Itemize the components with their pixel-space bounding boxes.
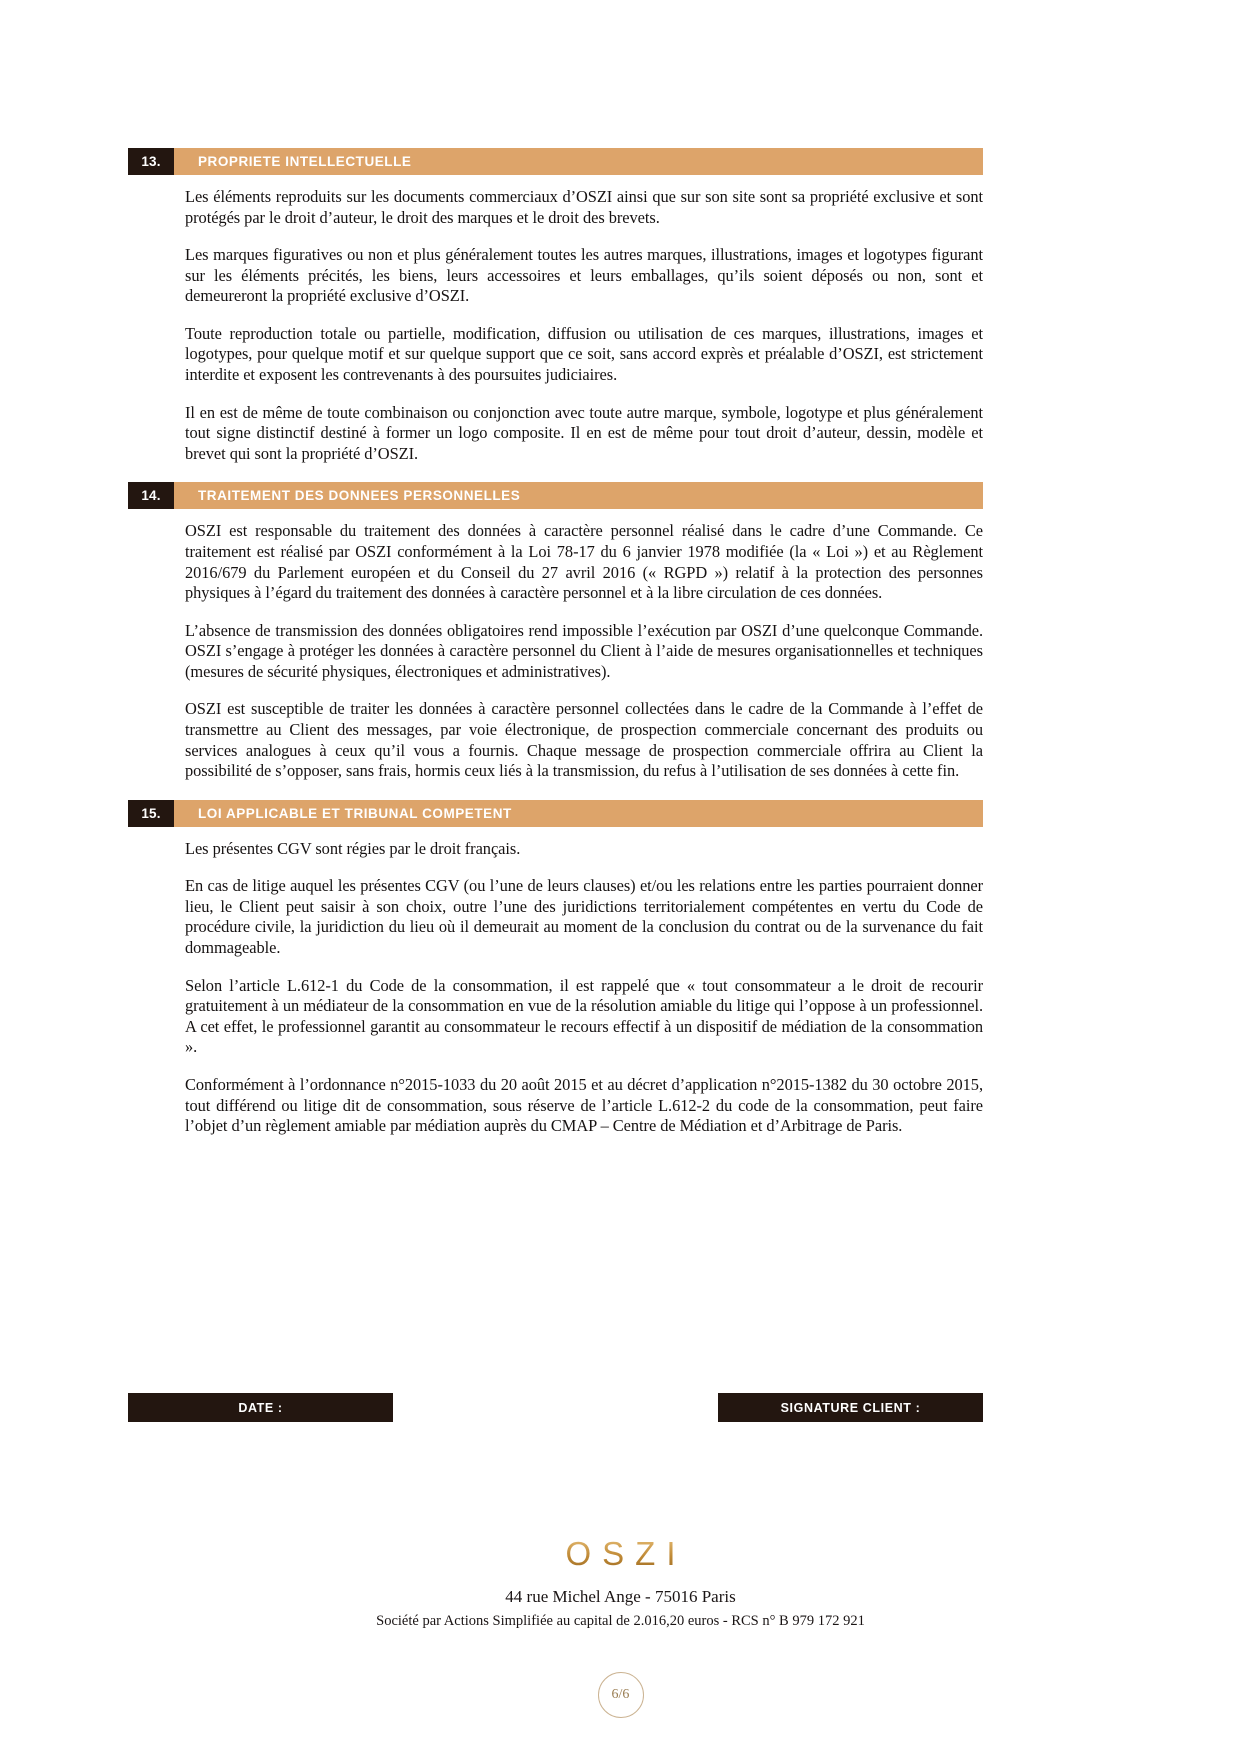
section-14-header xyxy=(128,482,983,509)
spacer xyxy=(128,782,983,800)
section-13 xyxy=(128,148,983,464)
section-14 xyxy=(128,482,983,781)
paragraph: Les présentes CGV sont régies par le droit français. xyxy=(185,838,521,858)
paragraph: Les marques figuratives ou non et plus généralement toutes les autres marques, illustrations, images et logotypes figurant sur les éléments précités, les biens, leurs accessoires et leurs emballages, qu’ils soient déposés ou non, sont et demeureront la propriété exclusive d’OSZI. xyxy=(185,245,983,306)
section-15-number: 15. xyxy=(128,800,174,827)
section-13-body xyxy=(128,175,983,464)
oszi-logo: OSZI xyxy=(0,1535,1241,1573)
footer-address: 44 rue Michel Ange - 75016 Paris xyxy=(505,1587,736,1606)
paragraph: OSZI est susceptible de traiter les données à caractère personnel collectées dans le cadre de la Commande à l’effet de transmettre au Client des messages, par voie électronique, de prospection commerciale concernant des produits ou services analogues à ceux qu’il vous a fournis. Chaque message de prospection commerciale offrira au Client la possibilité de s’opposer, sans frais, hormis ceux liés à la transmission, du refus à l’utilisation de ses données à cette fin. xyxy=(185,699,983,781)
section-14-number: 14. xyxy=(128,482,174,509)
section-13-header xyxy=(128,148,983,175)
paragraph: L’absence de transmission des données obligatoires rend impossible l’exécution par OSZI d’une quelconque Commande. OSZI s’engage à protéger les données à caractère personnel du Client à l’aide de mesures organisationnelles et techniques (mesures de sécurité physiques, électroniques et administratives). xyxy=(185,620,983,681)
section-13-title: PROPRIETE INTELLECTUELLE xyxy=(174,148,983,175)
signature-row xyxy=(128,1393,983,1422)
document-content xyxy=(128,148,983,1137)
paragraph: Les éléments reproduits sur les documents commerciaux d’OSZI ainsi que sur son site sont sa propriété exclusive et sont protégés par le droit d’auteur, le droit des marques et le droit des brevets. xyxy=(185,187,983,227)
client-signature-field-label[interactable]: SIGNATURE CLIENT : xyxy=(718,1393,983,1422)
section-15-header xyxy=(128,800,983,827)
paragraph: En cas de litige auquel les présentes CGV (ou l’une de leurs clauses) et/ou les relations entre les parties pourraient donner lieu, le Client peut saisir à son choix, outre l’une des juridictions territorialement compétentes en vertu du Code de procédure civile, la juridiction du lieu où il demeurait au moment de la conclusion du contrat ou de la survenance du fait dommageable. xyxy=(185,876,983,958)
footer-legal-info: Société par Actions Simplifiée au capital de 2.016,20 euros - RCS n° B 979 172 921 xyxy=(376,1613,865,1629)
paragraph: OSZI est responsable du traitement des données à caractère personnel réalisé dans le cadre d’une Commande. Ce traitement est réalisé par OSZI conformément à la Loi 78-17 du 6 janvier 1978 modifiée (la « Loi ») et au Règlement 2016/679 du Parlement européen et du Conseil du 27 avril 2016 (« RGPD ») relatif à la protection des personnes physiques à l’égard du traitement des données à caractère personnel et à la libre circulation de ces données. xyxy=(185,521,983,603)
section-13-number: 13. xyxy=(128,148,174,175)
section-15-title: LOI APPLICABLE ET TRIBUNAL COMPETENT xyxy=(174,800,983,827)
section-14-body xyxy=(128,509,983,781)
paragraph: Toute reproduction totale ou partielle, modification, diffusion ou utilisation de ces marques, illustrations, images et logotypes, pour quelque motif et sur quelque support que ce soit, sans accord exprès et préalable d’OSZI, est strictement interdite et exposent les contrevenants à des poursuites judiciaires. xyxy=(185,323,983,385)
paragraph: Selon l’article L.612-1 du Code de la consommation, il est rappelé que « tout consommateur a le droit de recourir gratuitement à un médiateur de la consommation en vue de la résolution amiable du litige qui l’oppose à un professionnel. A cet effet, le professionnel garantit au consommateur le recours effectif à un dispositif de médiation de la consommation ». xyxy=(185,975,983,1057)
section-15-body xyxy=(128,827,983,1137)
page-number: 6/6 xyxy=(598,1672,644,1718)
paragraph: Il en est de même de toute combinaison ou conjonction avec toute autre marque, symbole, logotype et plus généralement tout signe distinctif destiné à former un logo composite. Il en est de même pour tout droit d’auteur, dessin, modèle et brevet qui sont la propriété d’OSZI. xyxy=(185,402,983,463)
paragraph: Conformément à l’ordonnance n°2015-1033 du 20 août 2015 et au décret d’application n°2015-1382 du 30 octobre 2015, tout différend ou litige dit de consommation, sous réserve de l’article L.612-2 du code de la consommation, peut faire l’objet d’un règlement amiable par médiation auprès du CMAP – Centre de Médiation et d’Arbitrage de Paris. xyxy=(185,1074,983,1136)
section-14-title: TRAITEMENT DES DONNEES PERSONNELLES xyxy=(174,482,983,509)
page-number-container xyxy=(0,1672,1241,1718)
date-field-label[interactable]: DATE : xyxy=(128,1393,393,1422)
section-15 xyxy=(128,800,983,1137)
page-footer xyxy=(0,1535,1241,1630)
spacer xyxy=(128,464,983,482)
